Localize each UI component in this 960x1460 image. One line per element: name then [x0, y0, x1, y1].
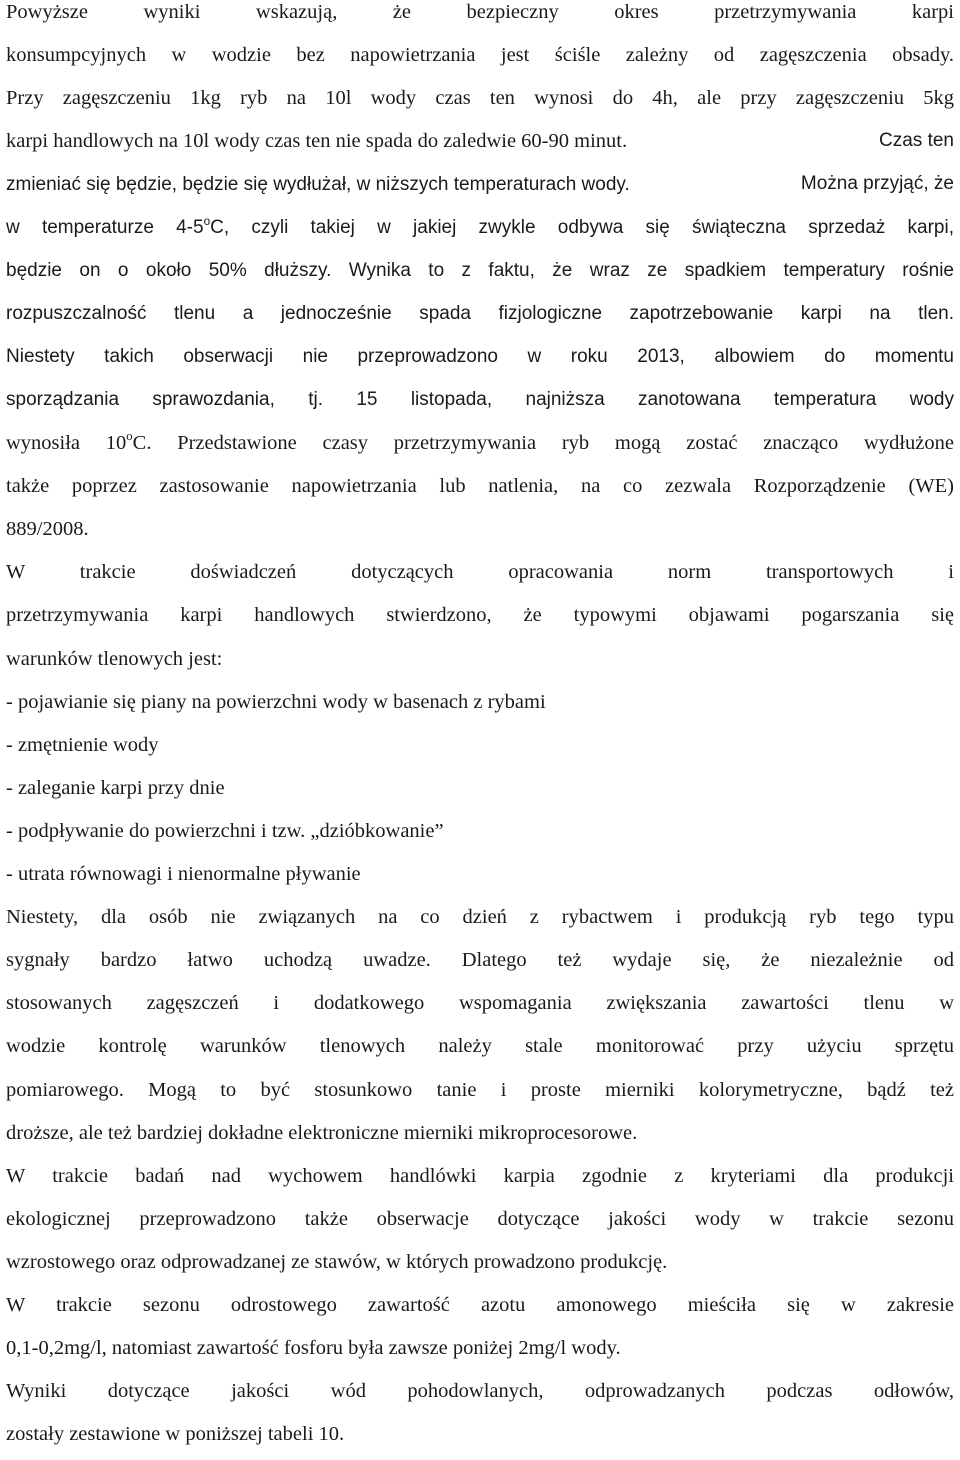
text-line: droższe, ale też bardziej dokładne elektroniczne mierniki mikroprocesorowe.	[6, 1121, 638, 1144]
text-line: sygnały bardzo łatwo uchodzą uwadze. Dlatego też wydaje się, że niezależnie od	[6, 949, 954, 972]
text-line: przetrzymywania karpi handlowych stwierdzono, że typowymi objawami pogarszania się	[6, 604, 954, 627]
text-line: 889/2008.	[6, 518, 89, 541]
text-line: Powyższe wyniki wskazują, że bezpieczny okres przetrzymywania karpi	[6, 1, 954, 23]
text-line: sporządzania sprawozdania, tj. 15 listopada, najniższa zanotowana temperatura wody	[6, 388, 954, 410]
text-line: - zmętnienie wody	[6, 733, 159, 756]
text-line: W trakcie doświadczeń dotyczących opracowania norm transportowych i	[6, 561, 954, 584]
text-line: wzrostowego oraz odprowadzanej ze stawów, w których prowadzono produkcję.	[6, 1250, 668, 1273]
text-line: warunków tlenowych jest:	[6, 647, 223, 670]
text-line: W trakcie sezonu odrostowego zawartość azotu amonowego mieściła się w zakresie	[6, 1294, 954, 1316]
text-line: będzie on o około 50% dłuższy. Wynika to z faktu, że wraz ze spadkiem temperatury rośnie	[6, 259, 954, 281]
text-line: Wyniki dotyczące jakości wód pohodowlanych, odprowadzanych podczas odłowów,	[6, 1380, 954, 1403]
text-line: stosowanych zagęszczeń i dodatkowego wspomagania zwiększania zawartości tlenu w	[6, 992, 954, 1015]
text-line: karpi handlowych na 10l wody czas ten nie spada do zaledwie 60-90 minut. Czas ten	[6, 130, 954, 153]
text-line: - utrata równowagi i nienormalne pływanie	[6, 863, 361, 885]
text-line: ekologicznej przeprowadzono także obserwacje dotyczące jakości wody w trakcie sezonu	[6, 1207, 954, 1230]
text-line: - zaleganie karpi przy dnie	[6, 776, 225, 799]
text-line: zmieniać się będzie, będzie się wydłużał, w niższych temperaturach wody. Można przyjąć, że	[6, 173, 954, 196]
text-line: W trakcie badań nad wychowem handlówki karpia zgodnie z kryteriami dla produkcji	[6, 1164, 954, 1187]
text-line: Przy zagęszczeniu 1kg ryb na 10l wody czas ten wynosi do 4h, ale przy zagęszczeniu 5kg	[6, 87, 954, 110]
text-line: 0,1-0,2mg/l, natomiast zawartość fosforu była zawsze poniżej 2mg/l wody.	[6, 1337, 621, 1360]
text-line: - pojawianie się piany na powierzchni wody w basenach z rybami	[6, 690, 546, 713]
text-line: w temperaturze 4-5$^o$C, czyli takiej w jakiej zwykle odbywa się świąteczna sprzedaż karpi,	[6, 214, 954, 238]
text-line: także poprzez zastosowanie napowietrzania lub natlenia, na co zezwala Rozporządzenie (WE)	[6, 475, 954, 498]
text-line: wynosiła 10$^o$C. Przedstawione czasy przetrzymywania ryb mogą zostać znacząco wydłużone	[6, 429, 954, 454]
text-line: - podpływanie do powierzchni i tzw. „dzióbkowanie”	[6, 819, 444, 842]
text-line: rozpuszczalność tlenu a jednocześnie spada fizjologiczne zapotrzebowanie karpi na tlen.	[6, 302, 954, 324]
text-line: zostały zestawione w poniższej tabeli 10.	[6, 1423, 345, 1446]
text-line: Niestety, dla osób nie związanych na co dzień z rybactwem i produkcją ryb tego typu	[6, 906, 954, 929]
text-line: konsumpcyjnych w wodzie bez napowietrzania jest ściśle zależny od zagęszczenia obsady.	[6, 44, 954, 67]
text-line: wodzie kontrolę warunków tlenowych należy stale monitorować przy użyciu sprzętu	[6, 1035, 954, 1058]
text-line: pomiarowego. Mogą to być stosunkowo tanie i proste mierniki kolorymetryczne, bądź też	[6, 1078, 954, 1101]
text-line: Niestety takich obserwacji nie przeprowadzono w roku 2013, albowiem do momentu	[6, 345, 954, 367]
